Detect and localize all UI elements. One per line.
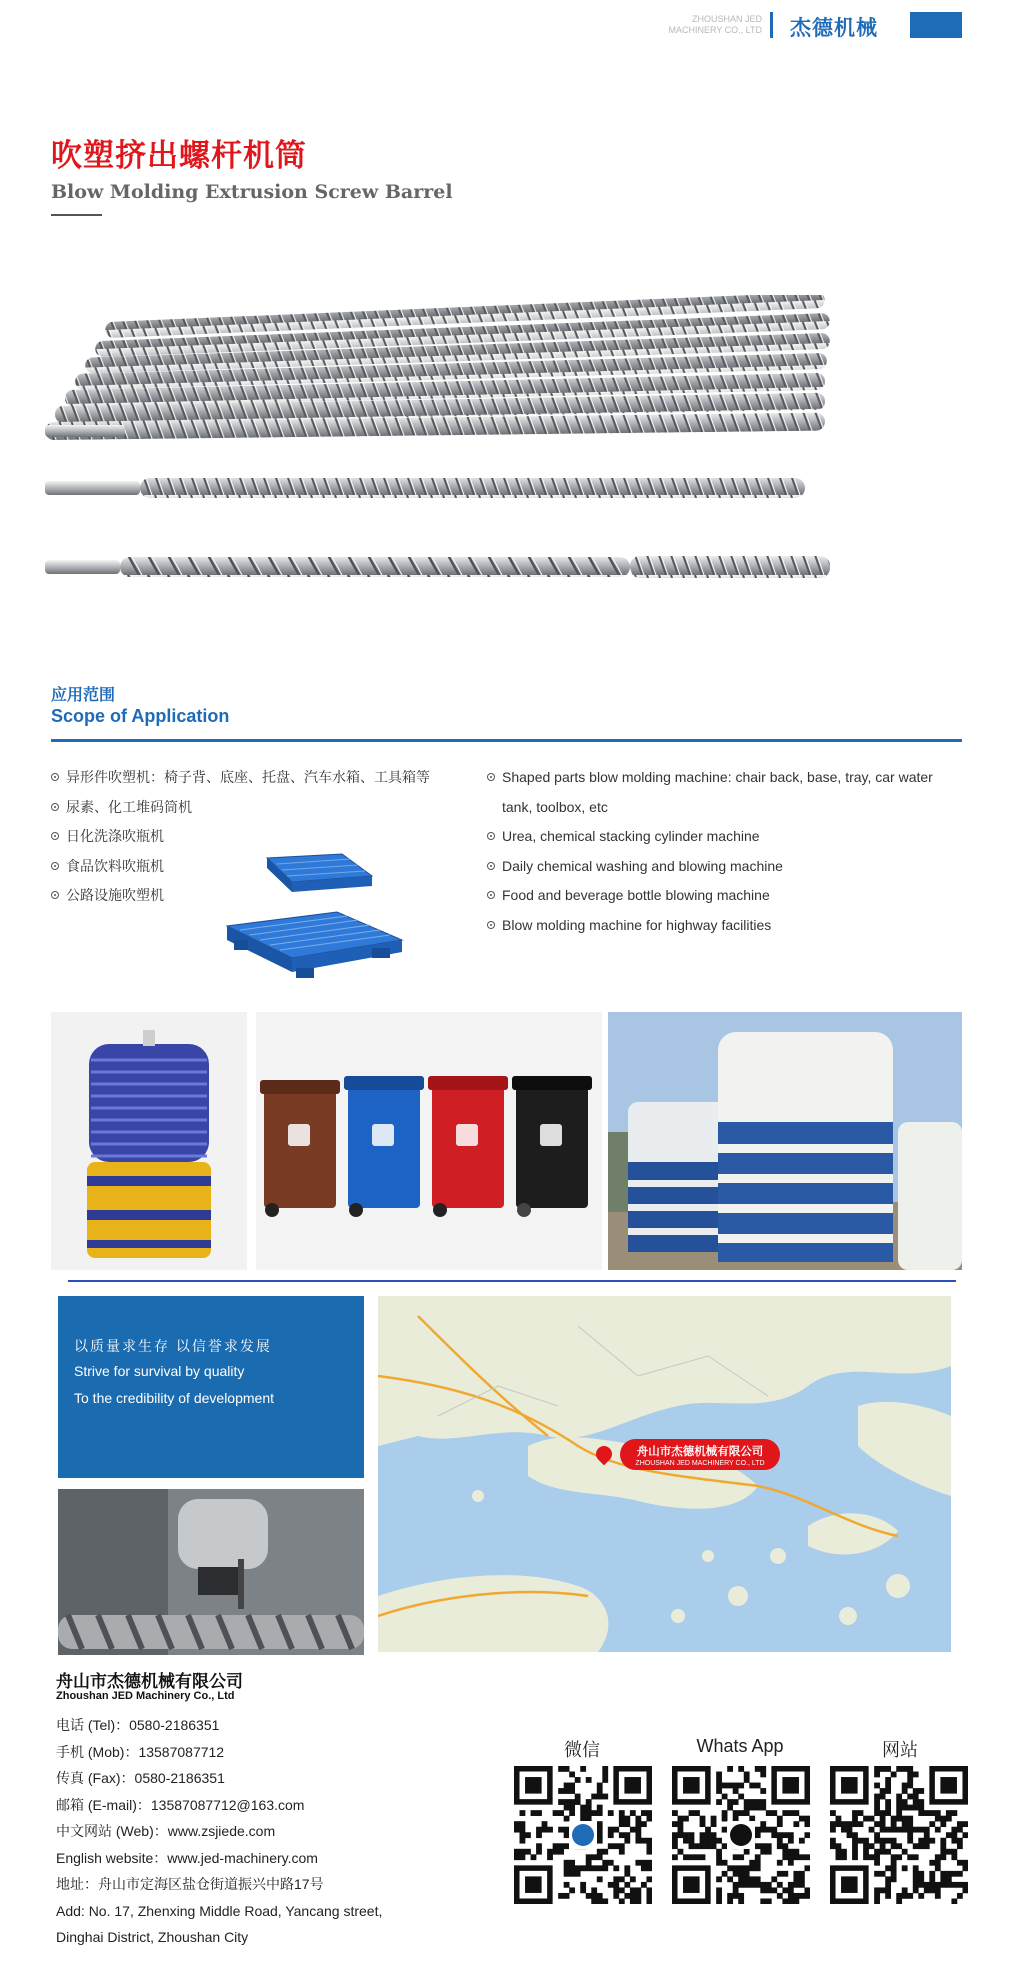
contact-web-en[interactable]: English website：www.jed-machinery.com	[56, 1849, 318, 1866]
bullet-icon	[487, 832, 495, 840]
qr-finder-pattern	[830, 1865, 869, 1904]
header-company-en-line2: MACHINERY CO., LTD	[668, 25, 762, 35]
bin-red	[428, 1076, 508, 1217]
list-item	[487, 911, 947, 941]
contact-email[interactable]: 邮箱 (E-mail)：13587087712@163.com	[56, 1796, 305, 1813]
page-title-cn: 吹塑挤出螺杆机筒	[51, 138, 307, 173]
bin-brown	[260, 1080, 340, 1217]
contact-address-en-line2: Dinghai District, Zhoushan City	[56, 1929, 249, 1945]
list-item-text: Blow molding machine for highway facilities	[502, 916, 772, 933]
page-title-en: Blow Molding Extrusion Screw Barrel	[51, 181, 453, 203]
list-item-text: Daily chemical washing and blowing machine	[502, 857, 783, 874]
list-item	[487, 763, 947, 822]
location-map	[378, 1296, 951, 1652]
contact-mobile: 手机 (Mob)：13587087712	[56, 1743, 225, 1760]
photo-storage-tank	[51, 1012, 247, 1270]
bin-black	[512, 1076, 592, 1217]
qr-label-whatsapp: Whats App	[696, 1736, 784, 1756]
slogan-panel	[58, 1296, 364, 1478]
header-company-en-line1: ZHOUSHAN JED	[691, 14, 762, 24]
list-item-text: 食品饮料吹瓶机	[66, 857, 164, 874]
qr-finder-pattern	[672, 1865, 711, 1904]
map-pin-label-en: ZHOUSHAN JED MACHINERY CO., LTD	[635, 1460, 765, 1467]
bullet-icon	[51, 803, 59, 811]
photo-workshop	[58, 1489, 364, 1655]
scope-heading-en: Scope of Application	[51, 706, 230, 726]
company-name-en: Zhoushan JED Machinery Co., Ltd	[56, 1690, 235, 1702]
qr-finder-pattern	[514, 1865, 553, 1904]
list-item-text: 公路设施吹塑机	[66, 887, 164, 903]
list-item-text: Shaped parts blow molding machine: chair back, base, tray, car water tank, toolbox, etc	[502, 769, 933, 815]
contact-web-cn[interactable]: 中文网站 (Web)：www.zsjiede.com	[56, 1823, 276, 1839]
qr-label-website: 网站	[882, 1740, 918, 1760]
qr-finder-pattern	[672, 1766, 711, 1805]
slogan-cn: 以质量求生存 以信誉求发展	[74, 1338, 272, 1354]
photo-trash-bins	[256, 1012, 602, 1270]
qr-label-wechat: 微信	[564, 1740, 600, 1760]
website-qr-code[interactable]	[830, 1766, 968, 1904]
screw-bundle	[45, 295, 830, 440]
scope-heading-cn: 应用范围	[51, 687, 116, 704]
list-item	[487, 852, 947, 882]
contact-address-en-line1: Add: No. 17, Zhenxing Middle Road, Yancang street,	[56, 1902, 383, 1919]
title-underline	[51, 214, 102, 216]
header-company-cn: 杰德机械	[790, 17, 878, 40]
screw-single-1	[45, 478, 805, 498]
contact-address-cn: 地址：舟山市定海区盐仓街道振兴中路17号	[56, 1876, 324, 1892]
bin-blue	[344, 1076, 424, 1217]
tank-right	[718, 1032, 893, 1262]
map-pin-label	[620, 1439, 780, 1470]
bullet-icon	[51, 773, 59, 781]
qr-finder-pattern	[929, 1766, 968, 1805]
company-logo-icon	[572, 1824, 594, 1846]
contact-tel: 电话 (Tel)：0580-2186351	[56, 1717, 220, 1733]
bullet-icon	[487, 773, 495, 781]
scope-list-en	[487, 763, 947, 940]
list-item-text: 异形件吹塑机：椅子背、底座、托盘、汽车水箱、工具箱等	[66, 769, 430, 785]
tank-left	[628, 1102, 728, 1252]
slogan-en-line1: Strive for survival by quality	[74, 1363, 245, 1379]
wechat-qr-code[interactable]	[514, 1766, 652, 1904]
screw-barrel-image	[45, 295, 890, 595]
map-pin-label-cn: 舟山市杰德机械有限公司	[636, 1446, 764, 1458]
qr-finder-pattern	[613, 1766, 652, 1805]
pallet-small	[267, 854, 372, 892]
list-item-text: Urea, chemical stacking cylinder machine	[502, 828, 760, 844]
list-item-text: 日化洗涤吹瓶机	[66, 828, 164, 844]
bullet-icon	[487, 862, 495, 870]
bullet-icon	[487, 891, 495, 899]
list-item	[51, 793, 471, 823]
whatsapp-icon	[730, 1824, 752, 1846]
qr-finder-pattern	[771, 1766, 810, 1805]
photo-large-tanks	[608, 1012, 962, 1270]
list-item-text: 尿素、化工堆码筒机	[66, 798, 192, 815]
list-item	[51, 763, 471, 793]
list-item	[487, 822, 947, 852]
company-name-cn: 舟山市杰德机械有限公司	[56, 1672, 243, 1691]
bullet-icon	[51, 862, 59, 870]
list-item-text: Food and beverage bottle blowing machine	[502, 887, 770, 903]
scope-divider	[51, 739, 962, 742]
bullet-icon	[51, 832, 59, 840]
pallet-large	[227, 912, 402, 978]
qr-finder-pattern	[830, 1766, 869, 1805]
pallet-image	[222, 848, 407, 988]
contact-fax: 传真 (Fax)：0580-2186351	[56, 1770, 225, 1786]
header-brand-block	[910, 12, 962, 38]
qr-finder-pattern	[514, 1766, 553, 1805]
screw-single-2	[45, 556, 830, 578]
contact-list	[56, 1712, 496, 1951]
list-item	[487, 881, 947, 911]
bullet-icon	[487, 921, 495, 929]
header-company-en	[640, 14, 762, 36]
bullet-icon	[51, 891, 59, 899]
slogan-en-line2: To the credibility of development	[74, 1390, 274, 1406]
section-divider	[68, 1280, 956, 1282]
header-separator	[770, 12, 773, 38]
whatsapp-qr-code[interactable]	[672, 1766, 810, 1904]
